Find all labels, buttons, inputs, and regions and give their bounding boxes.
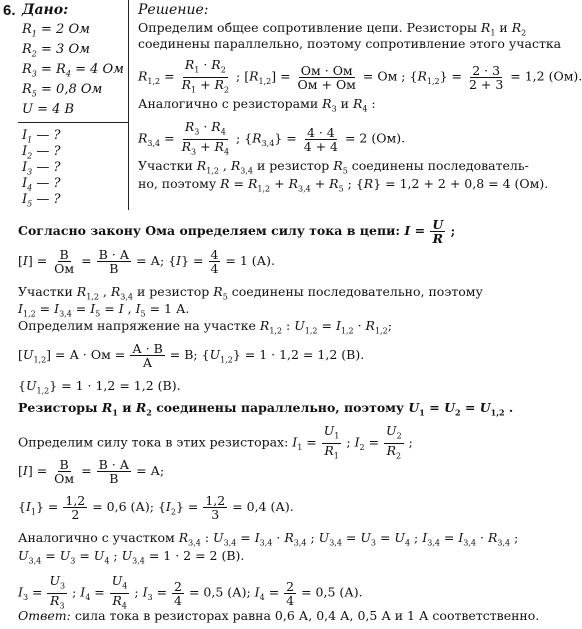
formula-u12-value: $\{U_{1,2}\} = 1 \cdot 1,2 = 1,2$ (В). (18, 378, 181, 396)
solution-line-11: $I_{1,2} = I_{3,4} = I_5 = I$ , $I_5 = 1$ А. (18, 301, 190, 319)
formula-i3-i4: $I_3$ = $\frac{U_3}{R_3}$ ; $I_4$ = $\frac{U_4}{R_4}$ ; $I_3$ = $\frac{2}{4}$ = 0,5 (А); $I_4$ = $\frac{2}{4}$ = 0,5 (А). (18, 573, 363, 610)
solution-line-8: Согласно закону Ома определяем силу тока в цепи: I = $\frac{U}{R}$ ; (18, 217, 456, 246)
formula-u12-units: $[U_{1,2}] = А$ · Ом = $\frac{А \cdot В}{А}$ = В; $\{U_{1,2}\} = 1 \cdot 1,2 = 1,2$ (В). (18, 341, 365, 370)
given-r3-r4: $R_3 = R_4 = 4$ Ом (22, 62, 124, 79)
unknown-i4: $I_4$ — ? (22, 176, 61, 193)
solution-line-4: Аналогично с резисторами $R_3$ и $R_4$ : (138, 96, 376, 114)
formula-i-units-2: [I] = $\frac{В}{Ом}$ = $\frac{В \cdot А}{В}$ = А; (18, 457, 165, 486)
solution-line-14: Резисторы $R_1$ и $R_2$ соединены параллельно, поэтому $U_1 = U_2 = U_{1,2}$ . (18, 400, 514, 418)
solution-heading: Решение: (138, 2, 209, 18)
given-divider (18, 122, 128, 123)
unknown-i1: $I_1$ — ? (22, 128, 61, 145)
unknown-i5: $I_5$ — ? (22, 192, 61, 209)
solution-line-1: Определим общее сопротивление цепи. Резисторы $R_1$ и $R_2$ (138, 20, 527, 38)
answer (18, 608, 539, 623)
solution-line-20: $U_{3,4} = U_3 = U_4$ ; $U_{3,4} = 1 \cdot 2 = 2$ (В). (18, 548, 245, 566)
solution-line-10: Участки $R_{1,2}$ , $R_{3,4}$ и резистор $R_5$ соединены последовательно, поэтому (18, 284, 483, 302)
formula-i1-i2: $\{I_1\}$ = $\frac{1,2}{2}$ = 0,6 (А); $\{I_2\}$ = $\frac{1,2}{3}$ = 0,4 (А). (18, 493, 294, 522)
given-r5: $R_5 = 0,8$ Ом (22, 82, 103, 99)
formula-r12: $R_{1,2}$ = $\frac{R_1 \cdot R_2}{R_1 + R_2}$ ; $[R_{1,2}]$ = $\frac{Ом \cdot Ом}{Ом + Ом}$ = Ом ; $\{R_{1,2}\}$ = $\frac{2 \cdot 3}{2 + 3}$ = 1,2 (Ом). (138, 57, 582, 94)
solution-line-2: соединены параллельно, поэтому сопротивление этого участка (138, 36, 562, 51)
solution-line-19: Аналогично с участком $R_{3,4}$ : $U_{3,4} = I_{3,4} \cdot R_{3,4}$ ; $U_{3,4} = U_3 = U_4$ ; $I_{3,4} = I_{3,4} \cdot R_{3,4}$ ; (18, 530, 519, 548)
given-r1: $R_1 = 2$ Ом (22, 22, 90, 39)
given-u: U = 4 В (22, 102, 75, 117)
given-r2: $R_2 = 3$ Ом (22, 42, 90, 59)
solution-line-7: но, поэтому $R = R_{1,2} + R_{3,4} + R_5$ ; {R} = 1,2 + 2 + 0,8 = 4 (Ом). (138, 176, 549, 194)
unknown-i3: $I_3$ — ? (22, 160, 61, 177)
given-vertical-divider (128, 0, 129, 210)
answer-label: Ответ: (18, 608, 71, 623)
given-heading: Дано: (22, 2, 69, 18)
unknown-i2: $I_2$ — ? (22, 144, 61, 161)
solution-line-15: Определим силу тока в этих резисторах: $I_1$ = $\frac{U_1}{R_1}$ ; $I_2$ = $\frac{U_2}{R_2}$ ; (18, 423, 413, 460)
solution-line-6: Участки $R_{1,2}$ , $R_{3,4}$ и резистор $R_5$ соединены последователь- (138, 158, 529, 176)
formula-i-units: [I] = $\frac{В}{Ом}$ = $\frac{В \cdot А}{В}$ = А; {I} = $\frac{4}{4}$ = 1 (А). (18, 247, 275, 276)
solution-line-12: Определим напряжение на участке $R_{1,2}$ : $U_{1,2} = I_{1,2} \cdot R_{1,2}$; (18, 318, 392, 336)
problem-number: 6. (3, 2, 16, 19)
answer-text: сила тока в резисторах равна 0,6 А, 0,4 А, 0,5 А и 1 А соответственно. (74, 608, 540, 623)
formula-r34: $R_{3,4}$ = $\frac{R_3 \cdot R_4}{R_3 + R_4}$ ; $\{R_{3,4}\}$ = $\frac{4 \cdot 4}{4 + 4}$ = 2 (Ом). (138, 119, 406, 156)
